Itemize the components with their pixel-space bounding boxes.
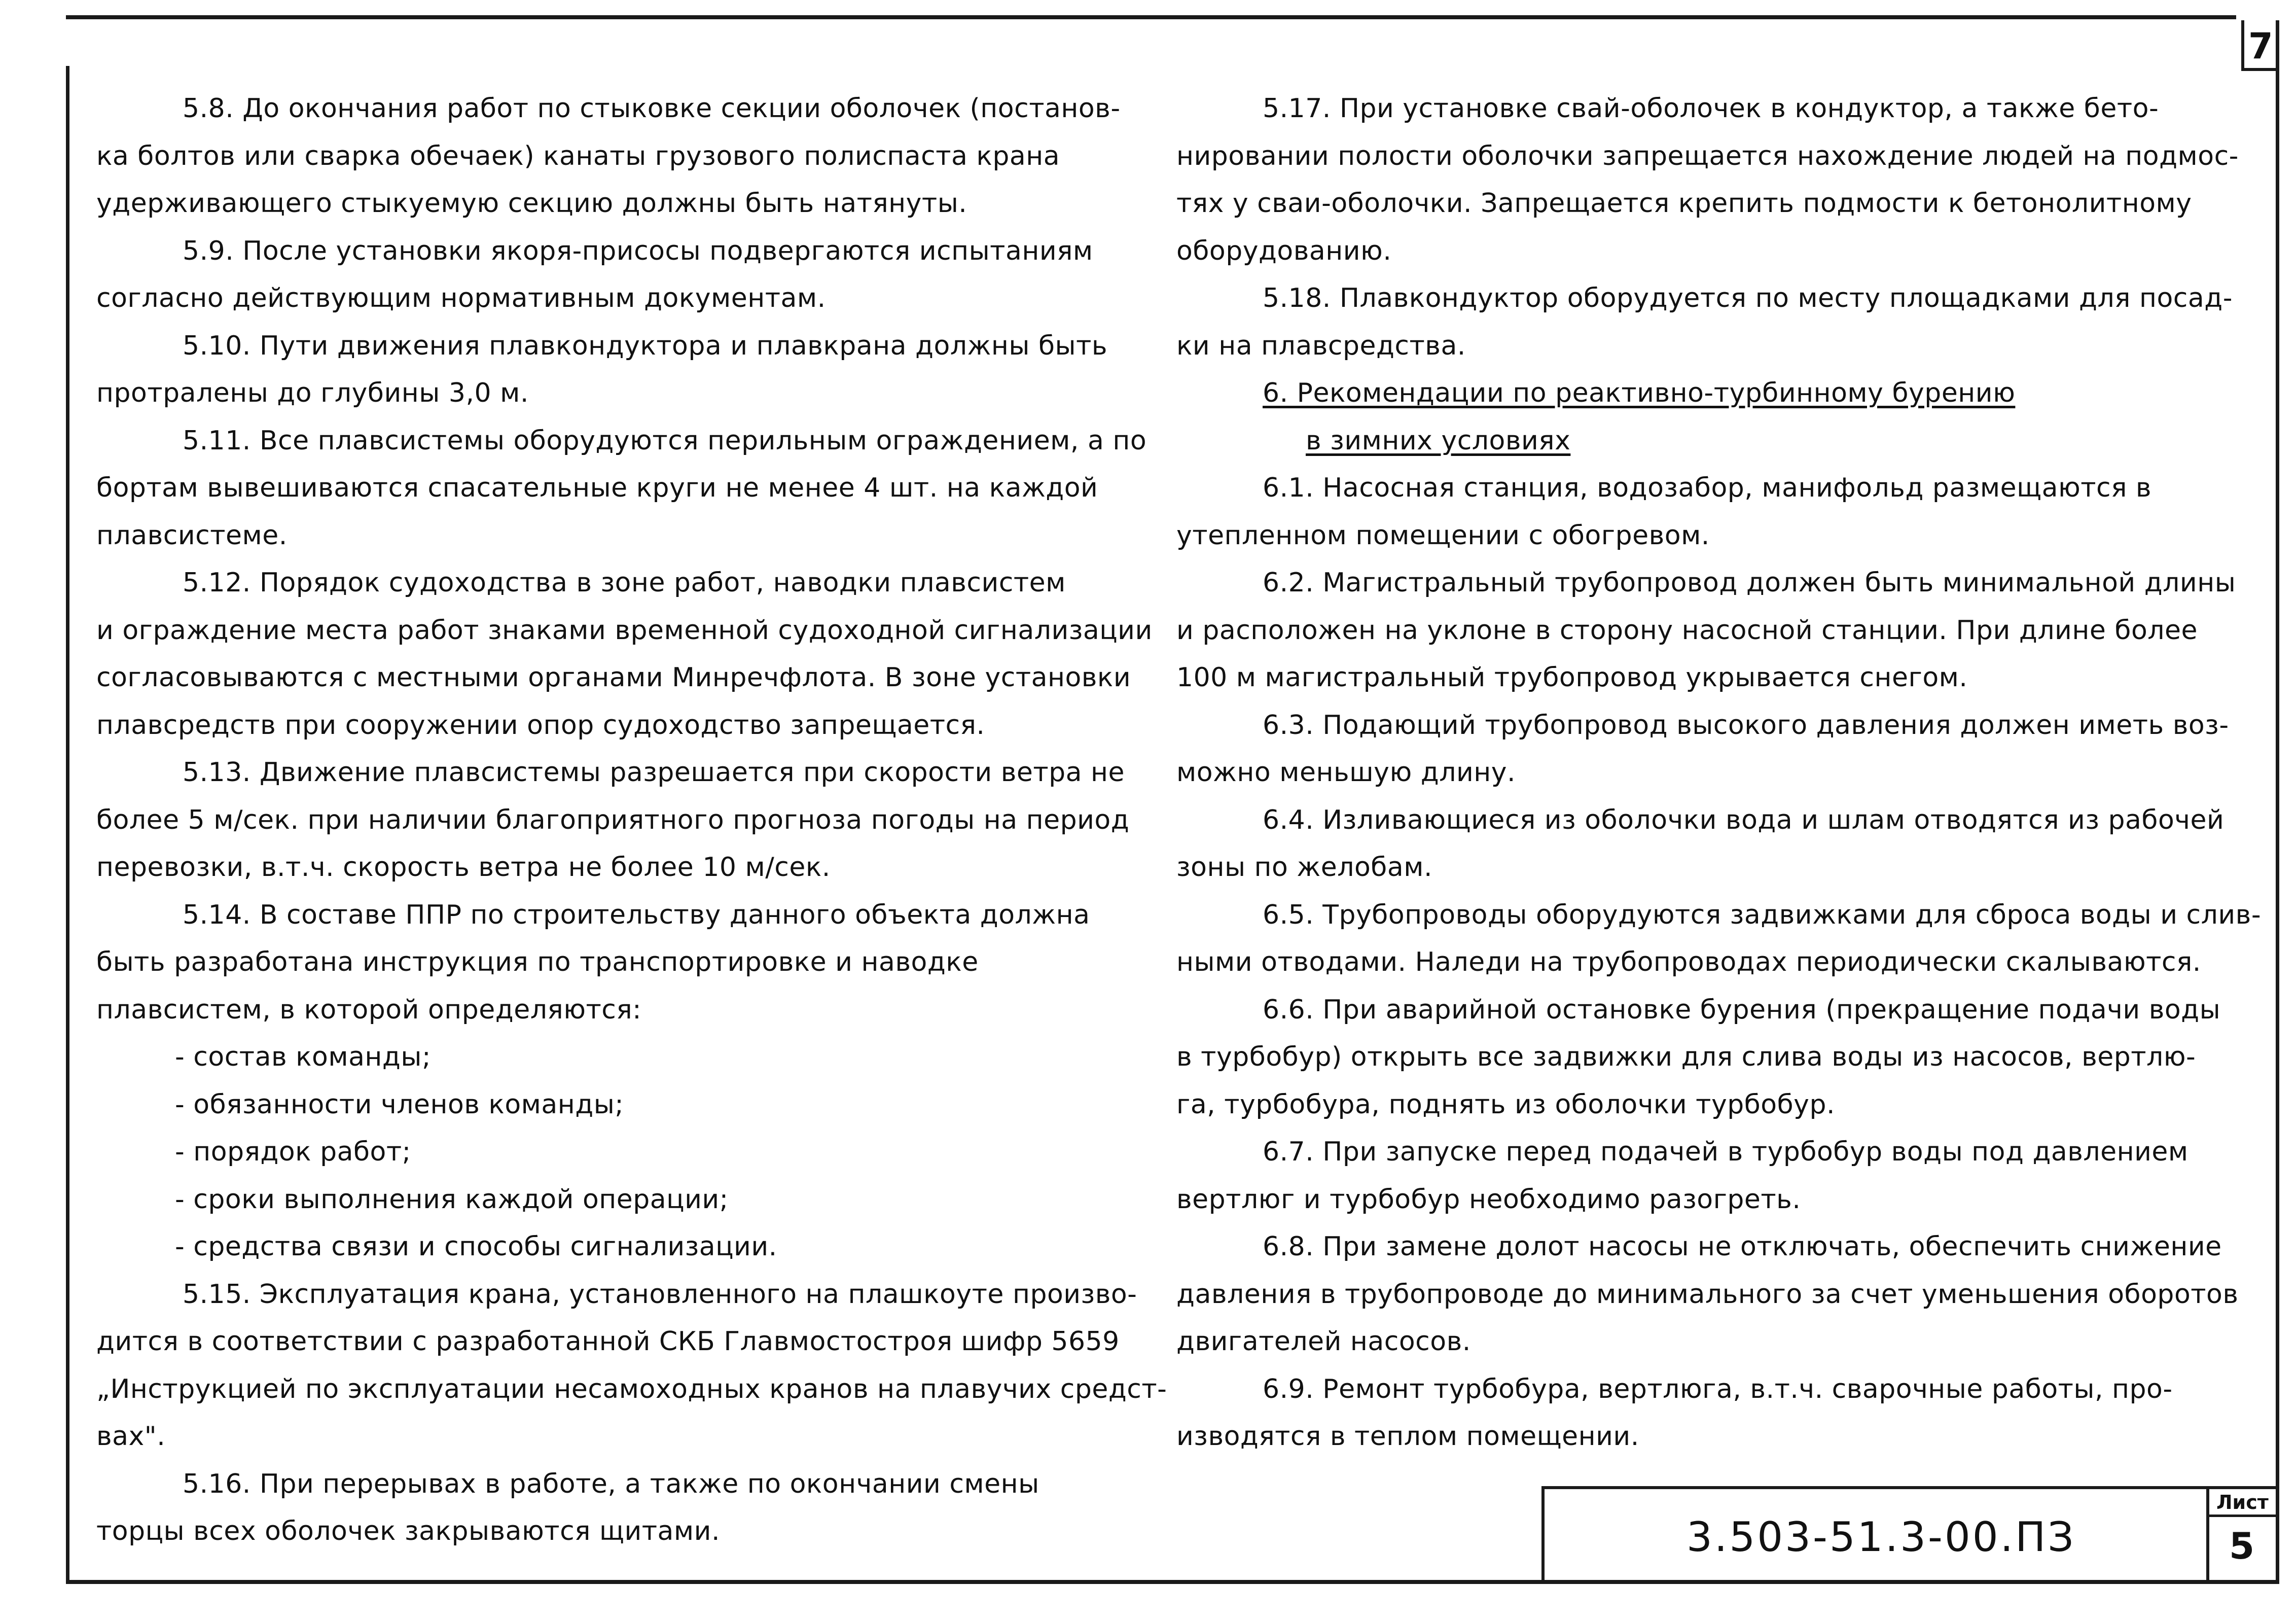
sheet-number: 5	[2229, 1525, 2255, 1567]
text-line: в турбобур) открыть все задвижки для слива воды из насосов, вертлю-	[1176, 1042, 2196, 1072]
text-line: „Инструкцией по эксплуатации несамоходных кранов на плавучих средст-	[96, 1374, 1167, 1404]
text-line: удерживающего стыкуемую секцию должны быть натянуты.	[96, 188, 967, 219]
text-line: согласно действующим нормативным документам.	[96, 283, 826, 313]
text-line: 6.3. Подающий трубопровод высокого давления должен иметь воз-	[1263, 710, 2229, 741]
section-heading-text: 6. Рекомендации по реактивно-турбинному бурению	[1263, 378, 2016, 408]
text-line: 6.1. Насосная станция, водозабор, манифольд размещаются в	[1263, 473, 2152, 503]
text-line: 6.7. При запуске перед подачей в турбобур воды под давлением	[1263, 1137, 2189, 1167]
text-line: согласовываются с местными органами Минречфлота. В зоне установки	[96, 662, 1131, 693]
title-block-stamp	[1541, 1486, 2276, 1582]
right-column	[1176, 85, 2262, 1461]
text-line: двигателей насосов.	[1176, 1326, 1471, 1357]
text-line: торцы всех оболочек закрываются щитами.	[96, 1516, 720, 1546]
text-line: 5.15. Эксплуатация крана, установленного на плашкоуте произво-	[183, 1279, 1137, 1310]
text-line: нировании полости оболочки запрещается нахождение людей на подмос-	[1176, 140, 2239, 171]
text-line: 5.18. Плавкондуктор оборудуется по месту площадками для посад-	[1263, 283, 2233, 313]
text-line: га, турбобура, поднять из оболочки турбобур.	[1176, 1089, 1835, 1120]
text-line: плавсредств при сооружении опор судоходство запрещается.	[96, 710, 985, 741]
text-line: 6.6. При аварийной остановке бурения (прекращение подачи воды	[1263, 994, 2221, 1025]
frame-right-border	[2276, 20, 2279, 1582]
left-column	[96, 85, 1167, 1556]
text-line: 6.2. Магистральный трубопровод должен быть минимальной длины	[1263, 568, 2236, 598]
frame-left-border	[66, 66, 69, 1582]
top-rule	[66, 15, 2236, 19]
list-item: - средства связи и способы сигнализации.	[175, 1231, 777, 1262]
text-line: более 5 м/сек. при наличии благоприятного прогноза погоды на период	[96, 804, 1130, 835]
text-line: ными отводами. Наледи на трубопроводах периодически скалываются.	[1176, 947, 2201, 977]
text-line: 5.14. В составе ППР по строительству данного объекта должна	[183, 899, 1090, 930]
list-item: - порядок работ;	[175, 1137, 411, 1167]
text-line: плавсистем, в которой определяются:	[96, 994, 642, 1025]
text-line: давления в трубопроводе до минимального за счет уменьшения оборотов	[1176, 1279, 2239, 1310]
text-line: 5.17. При установке свай-оболочек в кондуктор, а также бето-	[1263, 93, 2159, 124]
text-line: тях у сваи-оболочки. Запрещается крепить подмости к бетонолитному	[1176, 188, 2192, 219]
text-line: дится в соответствии с разработанной СКБ Главмостостроя шифр 5659	[96, 1326, 1120, 1357]
text-line: 5.16. При перерывах в работе, а также по окончании смены	[183, 1468, 1039, 1499]
text-line: изводятся в теплом помещении.	[1176, 1421, 1639, 1452]
stamp-sheet-divider	[2209, 1515, 2276, 1517]
text-line: 5.11. Все плавсистемы оборудуются перильным ограждением, а по	[183, 425, 1147, 456]
text-line: 6.4. Изливающиеся из оболочки вода и шлам отводятся из рабочей	[1263, 804, 2225, 835]
section-heading	[1176, 370, 2201, 417]
text-line: ка болтов или сварка обечаек) канаты грузового полиспаста крана	[96, 140, 1060, 171]
text-line: 6.5. Трубопроводы оборудуются задвижками для сброса воды и слив-	[1263, 899, 2262, 930]
text-line: быть разработана инструкция по транспортировке и наводке	[96, 947, 979, 977]
text-line: 5.13. Движение плавсистемы разрешается при скорости ветра не	[183, 757, 1125, 788]
corner-page-number: 7	[2248, 25, 2273, 67]
text-line: 5.10. Пути движения плавкондуктора и плавкрана должны быть	[183, 330, 1108, 361]
text-line: вах".	[96, 1421, 166, 1452]
document-code: 3.503-51.3-00.ПЗ	[1687, 1513, 2076, 1561]
text-line: 5.9. После установки якоря-присосы подвергаются испытаниям	[183, 235, 1093, 266]
text-line: и расположен на уклоне в сторону насосной станции. При длине более	[1176, 615, 2198, 646]
text-line: 100 м магистральный трубопровод укрывается снегом.	[1176, 662, 1968, 693]
text-line: 6.8. При замене долот насосы не отключать, обеспечить снижение	[1263, 1231, 2222, 1262]
text-line: бортам вывешиваются спасательные круги не менее 4 шт. на каждой	[96, 473, 1098, 503]
list-item: - сроки выполнения каждой операции;	[175, 1184, 729, 1215]
section-heading-text: в зимних условиях	[1306, 425, 1571, 456]
sheet-label: Лист	[2216, 1491, 2269, 1513]
text-line: оборудованию.	[1176, 235, 1392, 266]
text-line: перевозки, в.т.ч. скорость ветра не более 10 м/сек.	[96, 852, 831, 883]
text-line: 6.9. Ремонт турбобура, вертлюга, в.т.ч. сварочные работы, про-	[1263, 1374, 2173, 1404]
list-item: - обязанности членов команды;	[175, 1089, 624, 1120]
text-line: 5.12. Порядок судоходства в зоне работ, наводки плавсистем	[183, 568, 1066, 598]
stamp-divider	[2206, 1489, 2209, 1582]
text-line: утепленном помещении с обогревом.	[1176, 520, 1710, 551]
list-item: - состав команды;	[175, 1042, 431, 1072]
text-line: протралены до глубины 3,0 м.	[96, 378, 529, 408]
text-line: и ограждение места работ знаками временной судоходной сигнализации	[96, 615, 1153, 646]
text-line: ки на плавсредства.	[1176, 330, 1466, 361]
section-heading-continued	[1176, 417, 2201, 465]
text-line: можно меньшую длину.	[1176, 757, 1516, 788]
text-line: 5.8. До окончания работ по стыковке секции оболочек (постанов-	[183, 93, 1121, 124]
text-line: плавсистеме.	[96, 520, 288, 551]
text-line: вертлюг и турбобур необходимо разогреть.	[1176, 1184, 1801, 1215]
text-line: зоны по желобам.	[1176, 852, 1432, 883]
